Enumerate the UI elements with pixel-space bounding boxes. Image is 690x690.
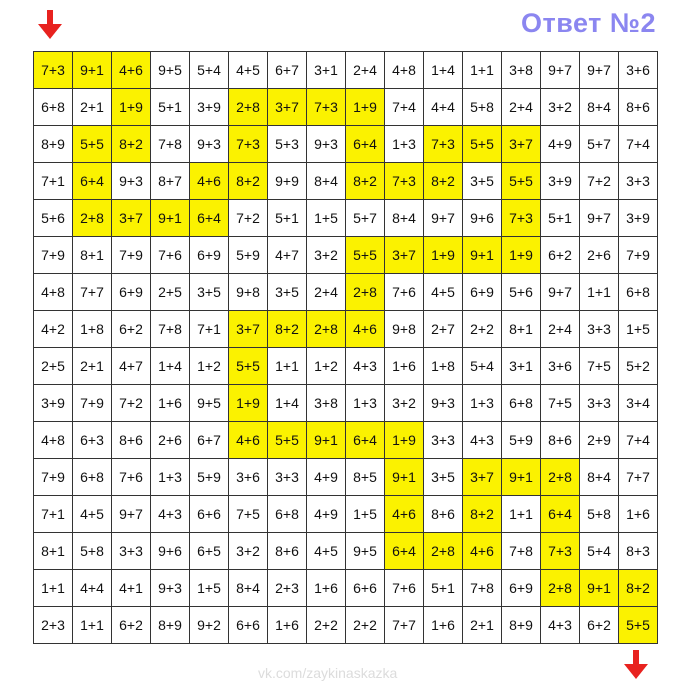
grid-cell: 5+7	[346, 200, 385, 237]
grid-cell: 2+4	[502, 89, 541, 126]
grid-cell: 9+5	[151, 52, 190, 89]
grid-cell: 4+5	[424, 274, 463, 311]
grid-cell: 6+6	[229, 607, 268, 644]
grid-cell: 3+5	[424, 459, 463, 496]
grid-cell: 6+8	[619, 274, 658, 311]
grid-cell: 3+3	[619, 163, 658, 200]
grid-cell-path: 9+1	[307, 422, 346, 459]
grid-cell: 5+7	[580, 126, 619, 163]
grid-cell: 1+5	[619, 311, 658, 348]
grid-row	[34, 237, 658, 274]
grid-cell: 5+1	[151, 89, 190, 126]
grid-cell-path: 9+1	[73, 52, 112, 89]
grid-cell: 8+6	[424, 496, 463, 533]
grid-cell-path: 9+1	[385, 459, 424, 496]
grid-cell-path: 6+4	[385, 533, 424, 570]
grid-cell: 2+2	[346, 607, 385, 644]
grid-cell: 3+5	[463, 163, 502, 200]
grid-cell: 9+6	[151, 533, 190, 570]
grid-cell: 5+8	[580, 496, 619, 533]
grid-row	[34, 385, 658, 422]
grid-cell-path: 4+6	[229, 422, 268, 459]
grid-cell: 3+5	[190, 274, 229, 311]
grid-cell: 5+3	[268, 126, 307, 163]
grid-cell: 4+5	[73, 496, 112, 533]
grid-cell: 3+6	[541, 348, 580, 385]
grid-cell-path: 5+5	[463, 126, 502, 163]
grid-cell-path: 3+7	[385, 237, 424, 274]
grid-cell: 6+6	[190, 496, 229, 533]
grid-cell: 4+5	[307, 533, 346, 570]
grid-cell: 2+7	[424, 311, 463, 348]
grid-cell: 6+9	[112, 274, 151, 311]
grid-cell: 9+3	[112, 163, 151, 200]
grid-cell: 3+8	[502, 52, 541, 89]
grid-cell: 6+9	[463, 274, 502, 311]
grid-cell: 2+1	[73, 348, 112, 385]
grid-cell: 3+6	[229, 459, 268, 496]
grid-cell: 5+9	[229, 237, 268, 274]
grid-cell: 6+8	[268, 496, 307, 533]
grid-cell-path: 4+6	[346, 311, 385, 348]
grid-cell: 9+5	[346, 533, 385, 570]
grid-cell-path: 3+7	[112, 200, 151, 237]
grid-cell: 6+8	[34, 89, 73, 126]
grid-cell: 5+6	[502, 274, 541, 311]
grid-cell: 8+4	[385, 200, 424, 237]
grid-cell: 2+2	[307, 607, 346, 644]
grid-cell: 7+6	[385, 274, 424, 311]
grid-cell: 1+1	[73, 607, 112, 644]
grid-cell: 2+5	[151, 274, 190, 311]
grid-row	[34, 163, 658, 200]
grid-cell-path: 8+2	[463, 496, 502, 533]
grid-cell: 1+3	[385, 126, 424, 163]
grid-cell-path: 2+8	[346, 274, 385, 311]
grid-cell: 3+3	[268, 459, 307, 496]
grid-cell: 2+6	[151, 422, 190, 459]
grid-cell-path: 5+5	[73, 126, 112, 163]
grid-cell: 5+4	[580, 533, 619, 570]
grid-cell: 3+8	[307, 385, 346, 422]
grid-cell: 3+3	[580, 311, 619, 348]
grid-cell: 4+9	[307, 496, 346, 533]
grid-cell: 4+1	[112, 570, 151, 607]
grid-row	[34, 200, 658, 237]
grid-cell: 3+2	[385, 385, 424, 422]
grid-cell: 6+2	[112, 607, 151, 644]
grid-cell-path: 2+8	[424, 533, 463, 570]
grid-cell-path: 4+6	[190, 163, 229, 200]
grid-cell: 1+4	[151, 348, 190, 385]
grid-cell: 1+1	[580, 274, 619, 311]
grid-cell: 8+5	[346, 459, 385, 496]
grid-cell-path: 3+7	[502, 126, 541, 163]
grid-cell: 3+3	[112, 533, 151, 570]
grid-cell: 9+7	[541, 52, 580, 89]
grid-cell: 8+9	[34, 126, 73, 163]
grid-cell: 6+2	[112, 311, 151, 348]
grid-cell-path: 7+3	[34, 52, 73, 89]
grid-cell-path: 9+1	[463, 237, 502, 274]
grid-cell: 2+9	[580, 422, 619, 459]
grid-cell: 8+4	[229, 570, 268, 607]
grid-cell: 3+9	[34, 385, 73, 422]
grid-cell: 4+7	[268, 237, 307, 274]
grid-cell: 7+9	[619, 237, 658, 274]
grid-cell: 1+3	[151, 459, 190, 496]
grid-cell-path: 7+3	[541, 533, 580, 570]
grid-cell: 5+8	[463, 89, 502, 126]
grid-cell: 8+6	[541, 422, 580, 459]
grid-cell: 5+1	[424, 570, 463, 607]
grid-cell: 6+9	[502, 570, 541, 607]
grid-cell-path: 8+2	[346, 163, 385, 200]
grid-cell-path: 6+4	[346, 126, 385, 163]
grid-cell: 1+5	[190, 570, 229, 607]
grid-cell: 5+4	[190, 52, 229, 89]
grid-cell: 1+3	[346, 385, 385, 422]
grid-cell-path: 1+9	[385, 422, 424, 459]
grid-cell: 8+6	[268, 533, 307, 570]
grid-cell: 4+2	[34, 311, 73, 348]
grid-cell-path: 6+4	[73, 163, 112, 200]
grid-cell: 8+4	[580, 89, 619, 126]
grid-cell: 1+4	[424, 52, 463, 89]
grid-cell: 7+9	[34, 237, 73, 274]
grid-cell-path: 7+3	[229, 126, 268, 163]
grid-row	[34, 496, 658, 533]
grid-cell: 9+3	[190, 126, 229, 163]
grid-cell: 3+3	[580, 385, 619, 422]
grid-row	[34, 311, 658, 348]
grid-cell: 7+5	[580, 348, 619, 385]
grid-cell: 3+9	[190, 89, 229, 126]
grid-cell: 4+4	[424, 89, 463, 126]
grid-row	[34, 348, 658, 385]
grid-row	[34, 607, 658, 644]
grid-cell: 7+8	[151, 126, 190, 163]
watermark: vk.com/zaykinaskazka	[258, 665, 398, 681]
grid-cell: 3+5	[268, 274, 307, 311]
grid-cell: 2+2	[463, 311, 502, 348]
grid-cell: 6+2	[580, 607, 619, 644]
grid-cell: 3+4	[619, 385, 658, 422]
grid-cell: 4+7	[112, 348, 151, 385]
grid-cell: 6+7	[268, 52, 307, 89]
grid-cell-path: 5+5	[268, 422, 307, 459]
grid-row	[34, 126, 658, 163]
maze-grid	[33, 51, 658, 644]
grid-cell: 7+4	[619, 422, 658, 459]
grid-cell: 6+2	[541, 237, 580, 274]
grid-cell: 1+3	[463, 385, 502, 422]
grid-cell: 2+3	[268, 570, 307, 607]
grid-cell: 2+3	[34, 607, 73, 644]
grid-cell: 7+7	[73, 274, 112, 311]
grid-cell: 7+8	[463, 570, 502, 607]
grid-cell: 8+1	[73, 237, 112, 274]
grid-row	[34, 533, 658, 570]
grid-cell-path: 7+3	[424, 126, 463, 163]
grid-cell-path: 5+5	[346, 237, 385, 274]
grid-cell-path: 1+9	[502, 237, 541, 274]
grid-cell: 9+3	[424, 385, 463, 422]
grid-cell: 6+8	[73, 459, 112, 496]
grid-cell: 2+1	[463, 607, 502, 644]
grid-cell-path: 1+9	[112, 89, 151, 126]
grid-cell: 1+1	[268, 348, 307, 385]
grid-cell: 7+5	[541, 385, 580, 422]
start-arrow-down-icon	[37, 10, 63, 40]
grid-cell-path: 6+4	[541, 496, 580, 533]
grid-row	[34, 422, 658, 459]
grid-cell: 4+3	[346, 348, 385, 385]
grid-cell: 8+7	[151, 163, 190, 200]
grid-cell: 7+2	[112, 385, 151, 422]
grid-cell-path: 7+3	[307, 89, 346, 126]
grid-cell: 1+1	[463, 52, 502, 89]
grid-cell: 7+9	[73, 385, 112, 422]
grid-cell-path: 3+7	[268, 89, 307, 126]
grid-cell: 9+7	[580, 200, 619, 237]
grid-cell: 1+6	[619, 496, 658, 533]
grid-cell-path: 4+6	[463, 533, 502, 570]
grid-cell-path: 8+2	[619, 570, 658, 607]
grid-cell-path: 8+2	[268, 311, 307, 348]
grid-cell: 2+4	[541, 311, 580, 348]
grid-cell: 8+1	[502, 311, 541, 348]
answer-title: Ответ №2	[521, 8, 656, 38]
grid-cell: 8+6	[112, 422, 151, 459]
grid-cell: 1+8	[424, 348, 463, 385]
grid-cell: 8+9	[151, 607, 190, 644]
grid-row	[34, 459, 658, 496]
grid-cell-path: 8+2	[112, 126, 151, 163]
grid-cell: 3+2	[541, 89, 580, 126]
grid-cell: 7+8	[502, 533, 541, 570]
grid-cell: 6+8	[502, 385, 541, 422]
grid-cell: 4+5	[229, 52, 268, 89]
grid-cell: 8+4	[580, 459, 619, 496]
grid-cell: 4+8	[34, 422, 73, 459]
grid-cell-path: 1+9	[229, 385, 268, 422]
grid-cell: 7+1	[34, 163, 73, 200]
grid-cell-path: 7+3	[385, 163, 424, 200]
grid-cell: 5+6	[34, 200, 73, 237]
grid-cell: 5+8	[73, 533, 112, 570]
grid-cell: 1+5	[346, 496, 385, 533]
grid-cell: 9+3	[151, 570, 190, 607]
grid-cell-path: 1+9	[346, 89, 385, 126]
grid-cell: 9+7	[112, 496, 151, 533]
end-arrow-down-icon	[623, 650, 649, 680]
grid-cell: 9+8	[229, 274, 268, 311]
grid-cell: 7+4	[619, 126, 658, 163]
grid-cell: 1+1	[34, 570, 73, 607]
grid-cell: 2+4	[307, 274, 346, 311]
grid-cell: 3+9	[619, 200, 658, 237]
grid-cell-path: 1+9	[424, 237, 463, 274]
grid-cell: 7+6	[112, 459, 151, 496]
grid-cell: 7+1	[34, 496, 73, 533]
grid-cell: 3+2	[229, 533, 268, 570]
grid-cell: 9+5	[190, 385, 229, 422]
grid-cell: 1+8	[73, 311, 112, 348]
grid-cell: 4+9	[307, 459, 346, 496]
grid-cell: 4+3	[541, 607, 580, 644]
grid-cell: 7+6	[151, 237, 190, 274]
grid-cell-path: 6+4	[190, 200, 229, 237]
grid-cell: 5+9	[190, 459, 229, 496]
grid-cell: 8+9	[502, 607, 541, 644]
grid-cell: 5+1	[541, 200, 580, 237]
grid-cell-path: 9+1	[151, 200, 190, 237]
grid-cell: 6+3	[73, 422, 112, 459]
grid-cell: 1+5	[307, 200, 346, 237]
grid-cell: 9+9	[268, 163, 307, 200]
grid-cell: 6+6	[346, 570, 385, 607]
grid-cell: 6+7	[190, 422, 229, 459]
grid-cell: 3+9	[541, 163, 580, 200]
grid-cell-path: 7+3	[502, 200, 541, 237]
grid-cell: 7+4	[385, 89, 424, 126]
grid-cell: 4+8	[34, 274, 73, 311]
grid-cell: 6+5	[190, 533, 229, 570]
grid-cell: 4+3	[151, 496, 190, 533]
grid-cell: 2+1	[73, 89, 112, 126]
grid-cell: 9+7	[541, 274, 580, 311]
grid-cell-path: 5+5	[619, 607, 658, 644]
grid-cell-path: 8+2	[424, 163, 463, 200]
grid-cell: 2+5	[34, 348, 73, 385]
grid-cell: 3+2	[307, 237, 346, 274]
grid-cell: 7+8	[151, 311, 190, 348]
grid-row	[34, 52, 658, 89]
grid-cell: 4+9	[541, 126, 580, 163]
grid-cell: 1+1	[502, 496, 541, 533]
grid-row	[34, 570, 658, 607]
grid-cell-path: 9+1	[580, 570, 619, 607]
grid-cell: 1+6	[151, 385, 190, 422]
grid-cell: 1+2	[190, 348, 229, 385]
grid-cell: 7+9	[34, 459, 73, 496]
grid-cell: 3+6	[619, 52, 658, 89]
grid-cell-path: 4+6	[385, 496, 424, 533]
grid-cell: 1+6	[385, 348, 424, 385]
grid-cell-path: 4+6	[112, 52, 151, 89]
grid-cell: 1+6	[268, 607, 307, 644]
grid-cell: 2+6	[580, 237, 619, 274]
grid-cell: 5+2	[619, 348, 658, 385]
grid-cell-path: 5+5	[502, 163, 541, 200]
grid-cell: 9+3	[307, 126, 346, 163]
grid-cell: 2+4	[346, 52, 385, 89]
grid-cell: 3+1	[502, 348, 541, 385]
grid-cell: 1+4	[268, 385, 307, 422]
grid-cell: 5+1	[268, 200, 307, 237]
grid-cell-path: 8+2	[229, 163, 268, 200]
grid-cell: 9+8	[385, 311, 424, 348]
grid-cell: 4+8	[385, 52, 424, 89]
grid-cell: 3+3	[424, 422, 463, 459]
grid-cell: 1+6	[307, 570, 346, 607]
grid-cell: 7+7	[385, 607, 424, 644]
grid-cell: 7+2	[580, 163, 619, 200]
grid-cell: 9+7	[580, 52, 619, 89]
grid-cell: 3+1	[307, 52, 346, 89]
grid-cell: 7+5	[229, 496, 268, 533]
grid-cell: 9+7	[424, 200, 463, 237]
grid-cell: 6+9	[190, 237, 229, 274]
grid-cell: 7+9	[112, 237, 151, 274]
grid-cell-path: 2+8	[541, 459, 580, 496]
grid-cell: 1+6	[424, 607, 463, 644]
grid-cell: 7+6	[385, 570, 424, 607]
grid-cell-path: 6+4	[346, 422, 385, 459]
grid-row	[34, 274, 658, 311]
grid-cell: 9+2	[190, 607, 229, 644]
grid-cell: 8+3	[619, 533, 658, 570]
grid-cell: 5+9	[502, 422, 541, 459]
grid-cell-path: 2+8	[73, 200, 112, 237]
grid-cell: 8+1	[34, 533, 73, 570]
grid-cell: 1+2	[307, 348, 346, 385]
grid-cell: 8+6	[619, 89, 658, 126]
grid-cell: 4+3	[463, 422, 502, 459]
grid-cell-path: 9+1	[502, 459, 541, 496]
grid-cell: 7+2	[229, 200, 268, 237]
grid-row	[34, 89, 658, 126]
grid-cell-path: 2+8	[229, 89, 268, 126]
grid-cell: 5+4	[463, 348, 502, 385]
grid-cell: 7+7	[619, 459, 658, 496]
grid-cell-path: 2+8	[541, 570, 580, 607]
grid-cell: 7+1	[190, 311, 229, 348]
grid-cell: 4+4	[73, 570, 112, 607]
grid-cell-path: 2+8	[307, 311, 346, 348]
grid-cell-path: 3+7	[229, 311, 268, 348]
grid-cell: 9+6	[463, 200, 502, 237]
grid-cell-path: 5+5	[229, 348, 268, 385]
grid-cell: 8+4	[307, 163, 346, 200]
grid-cell-path: 3+7	[463, 459, 502, 496]
